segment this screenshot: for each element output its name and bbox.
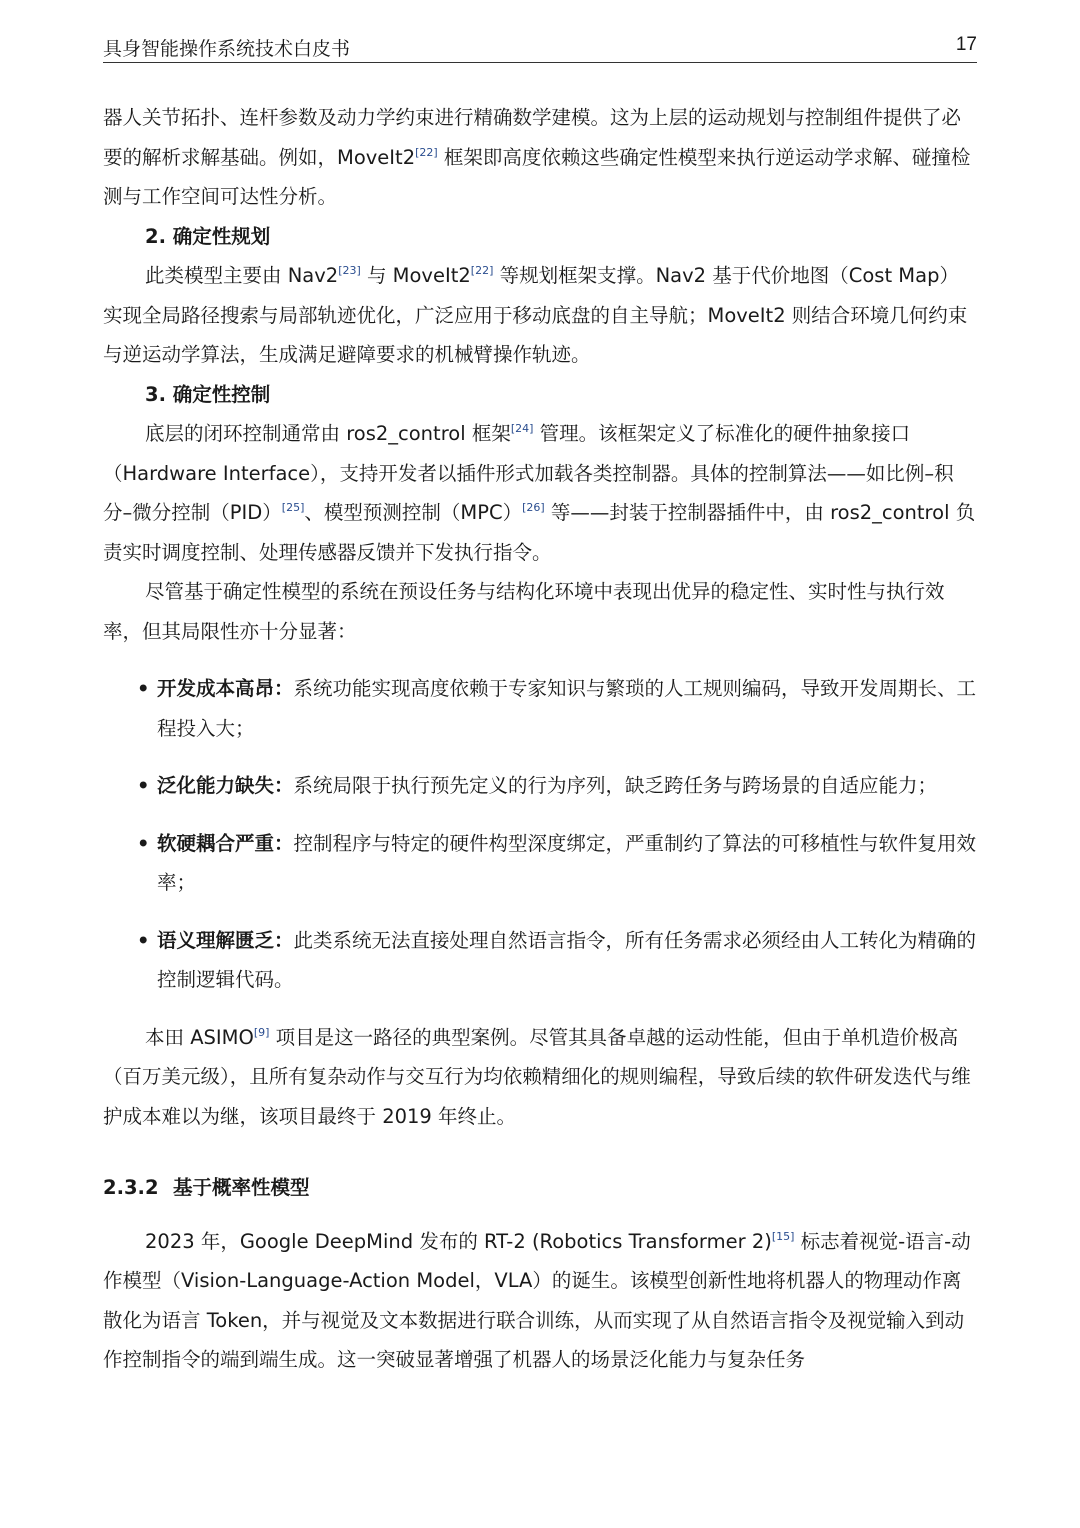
paragraph xyxy=(103,1222,977,1380)
paragraph xyxy=(103,98,977,217)
paragraph: 尽管基于确定性模型的系统在预设任务与结构化环境中表现出优异的稳定性、实时性与执行效率，但其局限性亦十分显著： xyxy=(103,580,945,643)
paragraph xyxy=(103,1018,977,1137)
bullet-icon: • xyxy=(137,677,150,700)
citation-link[interactable]: [25] xyxy=(281,501,305,514)
paragraph-text: 、模型预测控制（MPC） xyxy=(304,501,523,524)
list-item xyxy=(103,669,977,748)
page-number: 17 xyxy=(955,34,977,55)
section-heading xyxy=(103,1168,977,1208)
list-item xyxy=(103,921,977,1000)
page-body xyxy=(103,98,977,1380)
citation-link[interactable]: [24] xyxy=(510,422,534,435)
citation-link[interactable]: [15] xyxy=(771,1229,795,1243)
limitations-list xyxy=(103,669,977,1000)
list-item xyxy=(103,766,977,806)
subheading-deterministic-control: 3. 确定性控制 xyxy=(145,382,271,406)
page-header xyxy=(103,34,977,63)
list-item-text: 系统局限于执行预先定义的行为序列，缺乏跨任务与跨场景的自适应能力； xyxy=(293,774,938,797)
document-title: 具身智能操作系统技术白皮书 xyxy=(103,38,351,60)
paragraph xyxy=(103,256,977,375)
paragraph-text: 等规划框架支撑。Nav2 基于代价地图（Cost Map）实现全局路径搜索与局部轨迹优化，广泛应用于移动底盘的自主导航；MoveIt2 则结合环境几何约束与逆运动学算法，生成满足避障要求的机械臂操作轨迹。 xyxy=(103,264,968,366)
citation-link[interactable]: [22] xyxy=(415,145,438,159)
paragraph-text: 管理。该框架定义了标准化的硬件抽象接口（Hardware Interface），支持开发者以插件形式加载各类控制器。具体的控制算法——如比例–积分–微分控制（PID） xyxy=(103,422,954,524)
subheading-deterministic-planning: 2. 确定性规划 xyxy=(145,224,271,248)
paragraph-text: 本田 ASIMO xyxy=(145,1025,254,1049)
paragraph-text: 2023 年，Google DeepMind 发布的 RT-2 (Robotics Transformer 2) xyxy=(145,1229,772,1253)
bullet-icon: • xyxy=(137,928,150,952)
list-item-text: 此类系统无法直接处理自然语言指令，所有任务需求必须经由人工转化为精确的控制逻辑代码。 xyxy=(157,928,977,991)
citation-link[interactable]: [23] xyxy=(338,264,361,277)
paragraph-text: 与 MoveIt2 xyxy=(360,264,471,287)
paragraph xyxy=(103,414,977,572)
paragraph-text: 项目是这一路径的典型案例。尽管其具备卓越的运动性能，但由于单机造价极高（百万美元级），且所有复杂动作与交互行为均依赖精细化的规则编程，导致后续的软件研发迭代与维护成本难以为继，该项目最终于 2019 年终止。 xyxy=(103,1025,971,1128)
section-title: 基于概率性模型 xyxy=(173,1176,310,1199)
bullet-icon: • xyxy=(137,774,150,797)
citation-link[interactable]: [22] xyxy=(470,264,494,277)
list-item-term: 软硬耦合严重： xyxy=(157,831,294,855)
paragraph-text: 底层的闭环控制通常由 ros2_control 框架 xyxy=(145,422,511,445)
paragraph-text: 器人关节拓扑、连杆参数及动力学约束进行精确数学建模。这为上层的运动规划与控制组件提供了必要的解析求解基础。例如，MoveIt2 xyxy=(103,106,962,169)
list-item-text: 系统功能实现高度依赖于专家知识与繁琐的人工规则编码，导致开发周期长、工程投入大； xyxy=(157,677,977,740)
section-number: 2.3.2 xyxy=(103,1176,159,1199)
list-item-term: 开发成本高昂： xyxy=(157,677,294,700)
bullet-icon: • xyxy=(137,831,150,855)
list-item xyxy=(103,824,977,903)
citation-link[interactable]: [26] xyxy=(522,501,545,514)
paragraph-text: 等——封装于控制器插件中，由 ros2_control 负责实时调度控制、处理传感器反馈并下发执行指令。 xyxy=(103,501,976,564)
list-item-text: 控制程序与特定的硬件构型深度绑定，严重制约了算法的可移植性与软件复用效率； xyxy=(157,831,977,894)
paragraph-text: 此类模型主要由 Nav2 xyxy=(145,264,339,287)
list-item-term: 语义理解匮乏： xyxy=(157,928,294,952)
paragraph-text: 标志着视觉-语言-动作模型（Vision-Language-Action Model，VLA）的诞生。该模型创新性地将机器人的物理动作离散化为语言 Token，并与视觉及文本数据进行联合训练，从而实现了从自然语言指令及视觉输入到动作控制指令的端到端生成。这一突破显著增强了机器人的场景泛化能力与复杂任务 xyxy=(103,1229,971,1371)
citation-link[interactable]: [9] xyxy=(253,1025,270,1039)
list-item-term: 泛化能力缺失： xyxy=(157,774,294,797)
paragraph-text: 框架即高度依赖这些确定性模型来执行逆运动学求解、碰撞检测与工作空间可达性分析。 xyxy=(103,145,971,208)
